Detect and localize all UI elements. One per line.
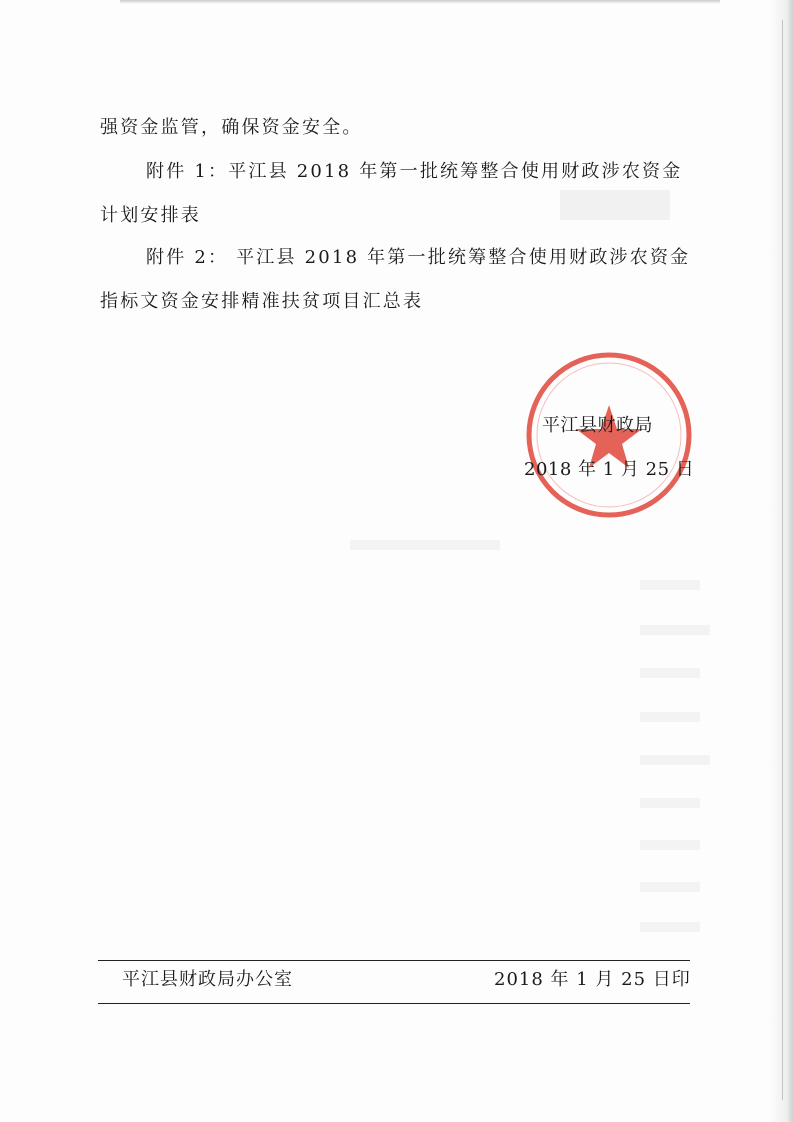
attachment-2-continuation: 指标文资金安排精准扶贫项目汇总表 bbox=[100, 291, 424, 312]
attachment-1-continuation: 计划安排表 bbox=[100, 205, 201, 226]
scan-shadow-right bbox=[769, 0, 793, 1122]
footer-rule-bottom bbox=[98, 1003, 690, 1004]
footer-issuer: 平江县财政局办公室 bbox=[122, 969, 293, 990]
scan-edge-line bbox=[782, 20, 783, 1100]
scan-shadow-top bbox=[120, 0, 720, 4]
signature-date: 2018 年 1 月 25 日 bbox=[524, 459, 695, 480]
attachment-2-line: 附件 2： 平江县 2018 年第一批统筹整合使用财政涉农资金 bbox=[146, 247, 691, 268]
body-line-1: 强资金监管，确保资金安全。 bbox=[100, 117, 363, 138]
footer-rule-top bbox=[98, 960, 690, 961]
footer-print-date: 2018 年 1 月 25 日印 bbox=[494, 969, 691, 990]
attachment-1-line: 附件 1：平江县 2018 年第一批统筹整合使用财政涉农资金 bbox=[146, 161, 683, 182]
signature-org: 平江县财政局 bbox=[542, 415, 653, 436]
